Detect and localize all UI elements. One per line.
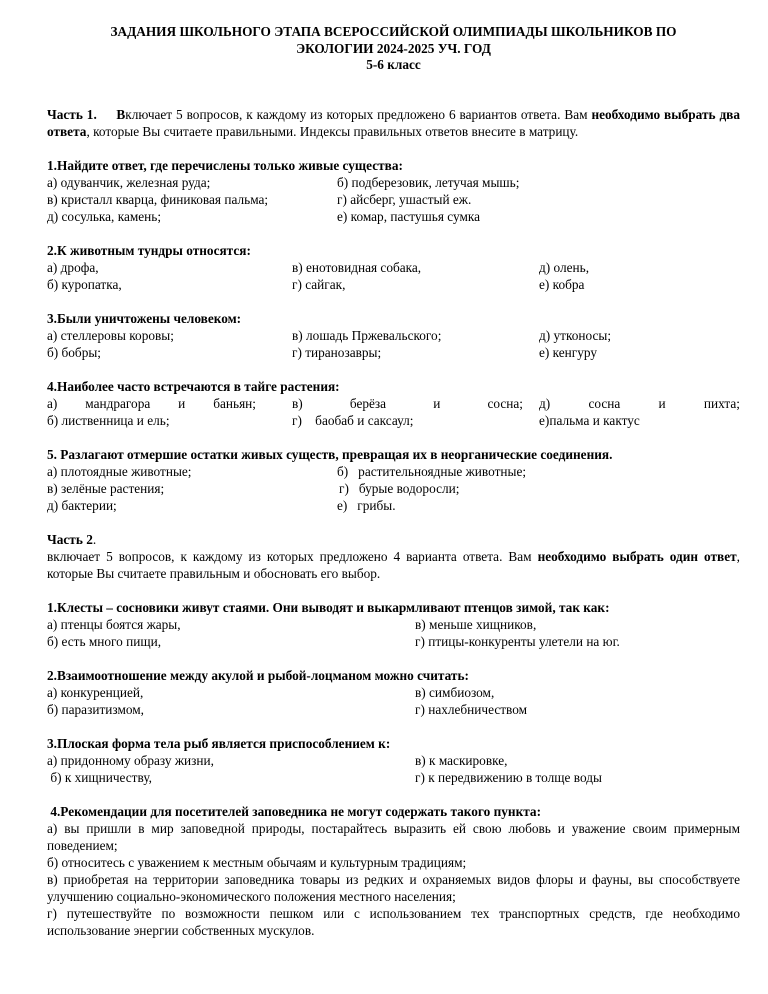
grade-label: 5-6 класс — [366, 57, 421, 72]
answer-option: е) кобра — [539, 276, 585, 292]
answer-option: в) приобретая на территории заповедника товары из редких и охраняемых видов флоры и фауны, вы способствуете улучшению социально-экономического положения местного населения; — [47, 871, 740, 904]
part2-intro-emphasis: необходимо выбрать один ответ — [537, 548, 737, 564]
answer-option: а) одуванчик, железная руда; — [47, 174, 211, 190]
question-title: 5. Разлагают отмершие остатки живых существ, превращая их в неорганические соединения. — [47, 446, 613, 462]
answer-option: г) бурые водоросли; — [339, 480, 460, 496]
answer-option: в) кристалл кварца, финиковая пальма; — [47, 191, 269, 207]
question-title: 1.Найдите ответ, где перечислены только живые существа: — [47, 157, 403, 173]
answer-option: в) симбиозом, — [415, 684, 495, 700]
answer-option: д) бактерии; — [47, 497, 117, 513]
question-title: 1.Клесты – сосновики живут стаями. Они выводят и выкармливают птенцов зимой, так как: — [47, 599, 610, 615]
header-line-1: ЗАДАНИЯ ШКОЛЬНОГО ЭТАПА ВСЕРОССИЙСКОЙ ОЛИМПИАДЫ ШКОЛЬНИКОВ ПО — [110, 24, 677, 39]
answer-option: д) сосулька, камень; — [47, 208, 162, 224]
answer-option: в) к маскировке, — [415, 752, 508, 768]
part1-intro-initial: В — [116, 106, 126, 122]
question-title: 3.Плоская форма тела рыб является приспособлением к: — [47, 735, 391, 751]
p1-question-3 — [47, 310, 740, 361]
answer-option: е) кенгуру — [539, 344, 598, 360]
answer-option: а) дрофа, — [47, 259, 99, 275]
answer-option: а) стеллеровы коровы; — [47, 327, 174, 343]
answer-option: а) вы пришли в мир заповедной природы, постарайтесь выразить ей свою любовь и уважение своим примерным поведением; — [47, 820, 740, 853]
answer-option: г) баобаб и саксаул; — [292, 412, 414, 428]
question-title: 2.Взаимоотношение между акулой и рыбой-лоцманом можно считать: — [47, 667, 469, 683]
answer-option: е) грибы. — [337, 497, 396, 513]
part2-label: Часть 2 — [47, 531, 93, 547]
part1-intro-emphasis: необходимо выбрать два ответа — [47, 106, 741, 139]
question-title: 3.Были уничтожены человеком: — [47, 310, 242, 326]
answer-option: г) птицы-конкуренты улетели на юг. — [415, 633, 620, 649]
answer-option: г) нахлебничеством — [415, 701, 528, 717]
answer-option: а) птенцы боятся жары, — [47, 616, 181, 632]
answer-option: б) лиственница и ель; — [47, 412, 170, 428]
question-title: 4.Рекомендации для посетителей заповедника не могут содержать такого пункта: — [47, 803, 542, 819]
answer-option: в) енотовидная собака, — [292, 259, 422, 275]
p2-question-2 — [47, 667, 740, 718]
p1-question-5 — [47, 446, 740, 514]
part2-intro-text-2: , которые Вы считаете правильным и обосновать его выбор. — [47, 548, 740, 581]
answer-option: б) есть много пищи, — [47, 633, 162, 649]
answer-option: в) меньше хищников, — [415, 616, 537, 632]
part2-intro — [47, 531, 740, 582]
part2-intro-text: включает 5 вопросов, к каждому из которых предложено 4 варианта ответа. Вам — [47, 548, 538, 564]
answer-option: б) куропатка, — [47, 276, 122, 292]
answer-option: а) плотоядные животные; — [47, 463, 192, 479]
p1-question-4 — [47, 378, 740, 429]
answer-option: д) утконосы; — [539, 327, 612, 343]
p1-question-2 — [47, 242, 740, 293]
answer-option: а) придонному образу жизни, — [47, 752, 214, 768]
answer-option: б) подберезовик, летучая мышь; — [337, 174, 520, 190]
part1-label: Часть 1. — [47, 106, 97, 122]
answer-option: г) айсберг, ушастый еж. — [337, 191, 472, 207]
question-title: 4.Наиболее часто встречаются в тайге растения: — [47, 378, 340, 394]
answer-option: е) комар, пастушья сумка — [337, 208, 481, 224]
p2-question-1 — [47, 599, 740, 650]
answer-option: б) относитесь с уважением к местным обычаям и культурным традициям; — [47, 854, 467, 870]
answer-option: д) олень, — [539, 259, 590, 275]
answer-option: а) конкуренцией, — [47, 684, 144, 700]
part2-label-dot: . — [92, 531, 97, 547]
answer-option: б) бобры; — [47, 344, 101, 360]
p1-question-1 — [47, 157, 740, 225]
question-title: 2.К животным тундры относятся: — [47, 242, 251, 258]
p2-question-3 — [47, 735, 740, 786]
answer-option: в) лошадь Пржевальского; — [292, 327, 442, 343]
olympiad-page — [47, 24, 740, 939]
answer-option: г) сайгак, — [292, 276, 346, 292]
answer-option: в) берёза и сосна; — [292, 395, 523, 411]
answer-option: б) к хищничеству, — [47, 769, 152, 785]
answer-option: б) паразитизмом, — [47, 701, 144, 717]
answer-option: е)пальма и кактус — [539, 412, 640, 428]
part1-intro-text: ключает 5 вопросов, к каждому из которых предложено 6 вариантов ответа. Вам — [125, 106, 588, 122]
document-header — [47, 24, 740, 74]
part1-intro-text-2: , которые Вы считаете правильными. Индексы правильных ответов внесите в матрицу. — [86, 123, 579, 139]
answer-option: д) сосна и пихта; — [539, 395, 740, 411]
answer-option: а) мандрагора и баньян; — [47, 395, 256, 411]
p2-question-4 — [47, 803, 740, 939]
header-line-2: ЭКОЛОГИИ 2024-2025 УЧ. ГОД — [296, 40, 491, 56]
answer-option: б) растительноядные животные; — [337, 463, 527, 479]
answer-option: г) к передвижению в толще воды — [415, 769, 602, 785]
part1-intro — [47, 106, 740, 140]
answer-option: г) тиранозавры; — [292, 344, 382, 360]
answer-option: г) путешествуйте по возможности пешком или с использованием тех транспортных средств, где необходимо использование энергии собственных мускулов. — [47, 905, 740, 938]
answer-option: в) зелёные растения; — [47, 480, 165, 496]
